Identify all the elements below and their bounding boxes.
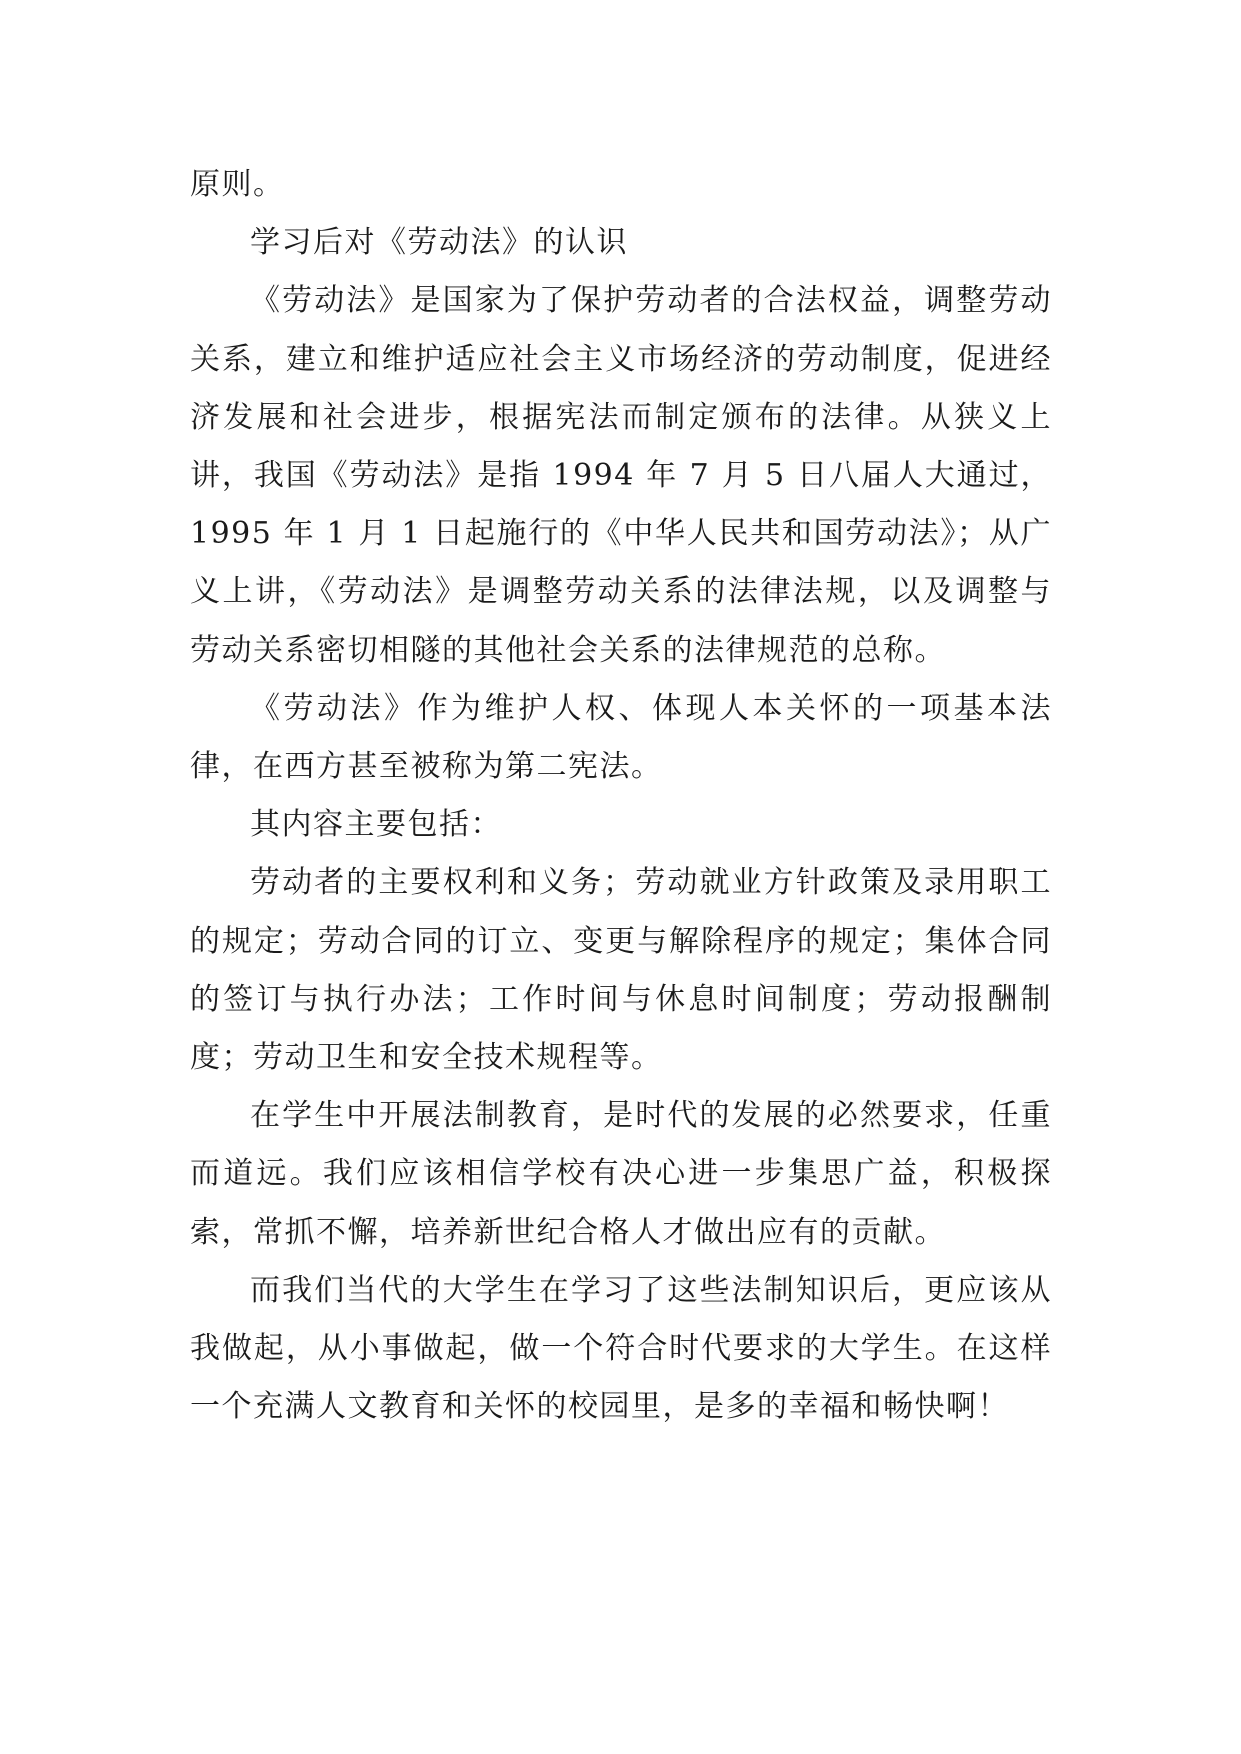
- section-heading-labor-law: 学习后对《劳动法》的认识: [250, 225, 628, 261]
- paragraph-contents-list: 劳动者的主要权利和义务；劳动就业方针政策及录用职工的规定；劳动合同的订立、变更与解除程序的规定；集体合同的签订与执行办法；工作时间与休息时间制度；劳动报酬制度；劳动卫生和安全技术规程等。: [190, 865, 1052, 1076]
- paragraph-principle-tail: 原则。: [190, 167, 285, 202]
- paragraph-legal-education: 在学生中开展法制教育，是时代的发展的必然要求，任重而道远。我们应该相信学校有决心进一步集思广益，积极探索，常抓不懈，培养新世纪合格人才做出应有的贡献。: [190, 1098, 1052, 1250]
- paragraph-labor-law-definition: 《劳动法》是国家为了保护劳动者的合法权益，调整劳动关系，建立和维护适应社会主义市场经济的劳动制度，促进经济发展和社会进步，根据宪法而制定颁布的法律。从狭义上讲，我国《劳动法》是指 1994 年 7 月 5 日八届人大通过，1995 年 1 月 1 日起施行的《中华人民共和国劳动法》；从广义上讲，《劳动法》是调整劳动关系的法律法规，以及调整与劳动关系密切相隧的其他社会关系的法律规范的总称。: [190, 283, 1052, 668]
- document-body: [190, 156, 1052, 1436]
- paragraph-contents-intro: 其内容主要包括：: [250, 807, 502, 843]
- paragraph-college-students: 而我们当代的大学生在学习了这些法制知识后，更应该从我做起，从小事做起，做一个符合时代要求的大学生。在这样一个充满人文教育和关怀的校园里，是多的幸福和畅快啊！: [190, 1272, 1052, 1425]
- paragraph-second-constitution: 《劳动法》作为维护人权、体现人本关怀的一项基本法律，在西方甚至被称为第二宪法。: [190, 690, 1052, 785]
